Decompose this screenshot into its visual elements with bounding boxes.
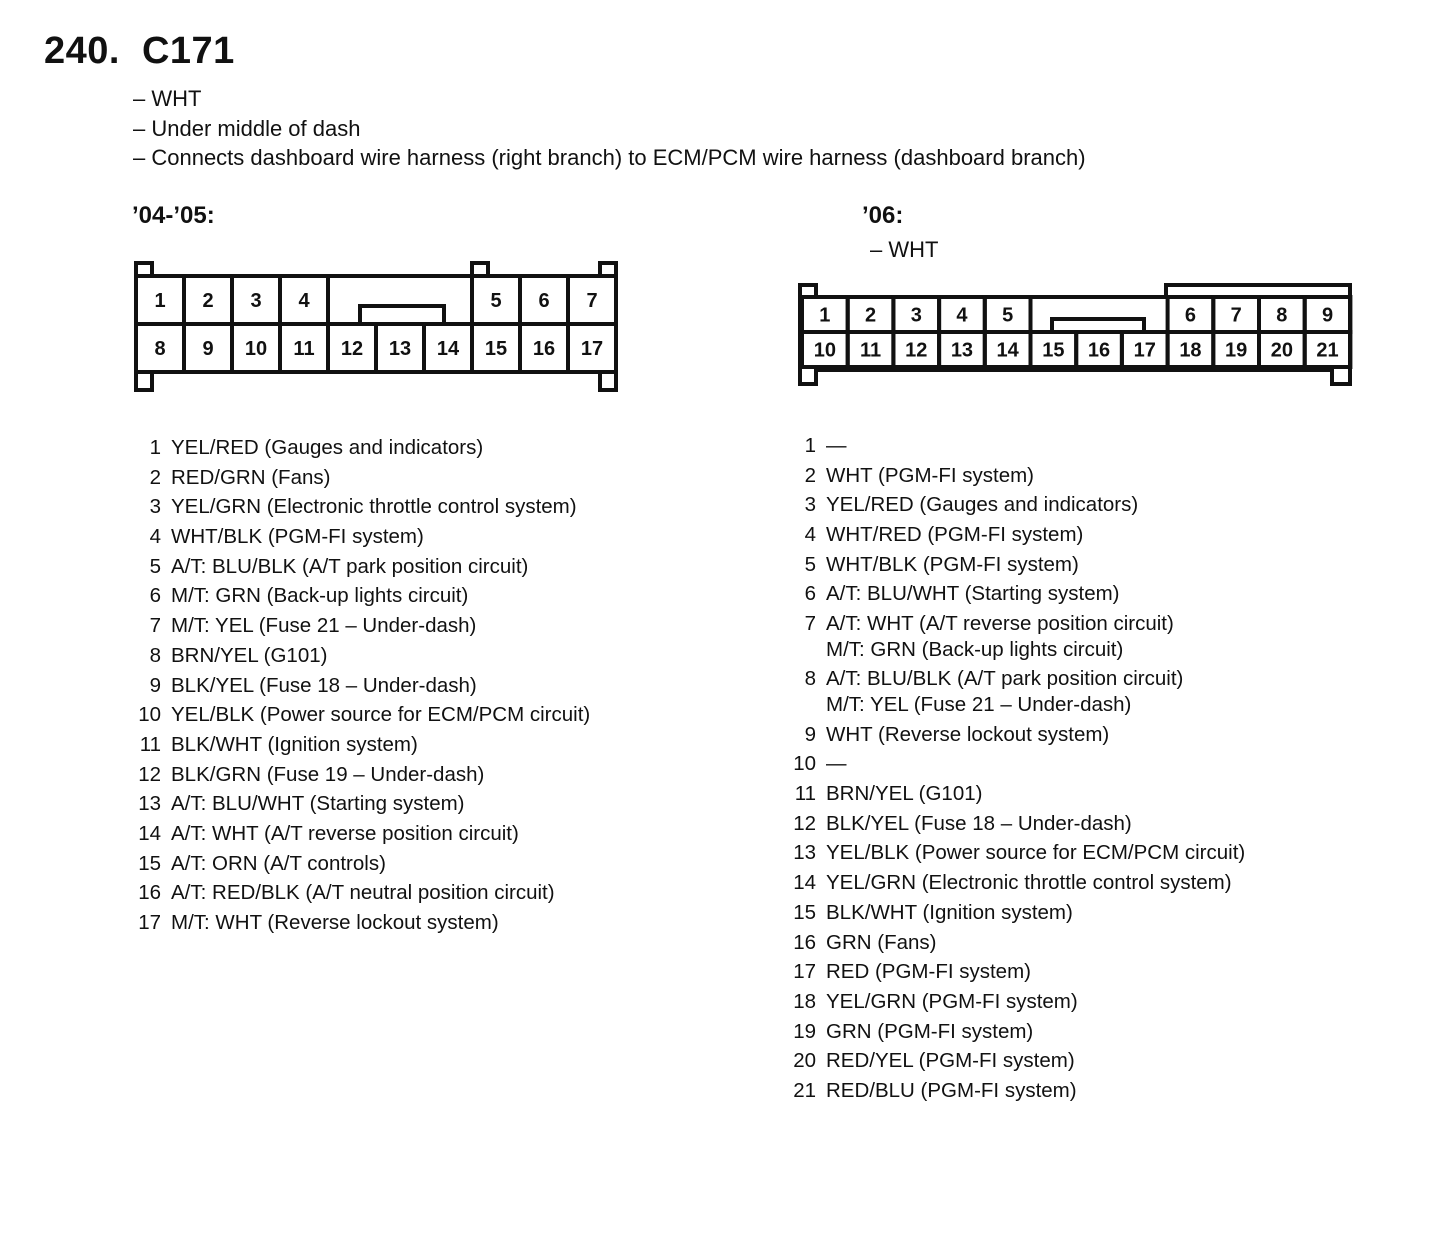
pin-number: 7 — [149, 614, 161, 638]
pin-row-12 — [792, 811, 1245, 841]
pin-description — [161, 671, 477, 701]
pin-description — [816, 581, 1120, 611]
pin-description — [816, 433, 847, 463]
pin-description — [161, 700, 590, 730]
pin-description-line: RED/BLU (PGM-FI system) — [826, 1078, 1077, 1102]
pin-description-line: M/T: GRN (Back-up lights circuit) — [171, 584, 469, 608]
pin-description-line: BLK/WHT (Ignition system) — [171, 732, 418, 756]
pin-number: 3 — [804, 493, 816, 517]
pin-description — [161, 760, 484, 790]
pin-list-06 — [792, 433, 1245, 1108]
pin-number-7: 7 — [1230, 304, 1242, 327]
pin-number-16: 16 — [532, 338, 556, 360]
pin-number: 10 — [793, 752, 816, 776]
pin-number-6: 6 — [1184, 304, 1197, 327]
pin-number-16: 16 — [1087, 339, 1111, 362]
pin-description-line: A/T: BLU/WHT (Starting system) — [171, 792, 465, 816]
pin-number-17: 17 — [580, 338, 604, 360]
pin-description-line: BLK/WHT (Ignition system) — [826, 900, 1073, 924]
pin-description-line: RED (PGM-FI system) — [826, 960, 1031, 984]
pin-description-line: — — [826, 752, 847, 776]
pin-description — [816, 722, 1109, 752]
pin-description-line: WHT/BLK (PGM-FI system) — [171, 525, 424, 549]
connector-code: C171 — [141, 30, 235, 72]
pin-description — [161, 641, 327, 671]
pin-row-20 — [792, 1048, 1245, 1078]
pin-number: 15 — [138, 851, 161, 875]
pin-description — [816, 492, 1138, 522]
pin-description — [816, 1048, 1075, 1078]
pin-row-12 — [133, 760, 590, 790]
pin-row-1 — [133, 433, 590, 463]
pin-row-17 — [133, 908, 590, 938]
pin-description — [161, 463, 330, 493]
pin-number-19: 19 — [1225, 339, 1248, 362]
pin-description — [816, 959, 1031, 989]
pin-description-line: A/T: BLU/WHT (Starting system) — [826, 582, 1120, 606]
pin-description-line: BRN/YEL (G101) — [826, 782, 983, 806]
pin-number-10: 10 — [244, 338, 268, 360]
pin-number: 5 — [804, 552, 816, 576]
pin-description — [161, 849, 386, 879]
pin-description-line: M/T: YEL (Fuse 21 – Under-dash) — [171, 614, 477, 638]
pin-description — [161, 433, 483, 463]
pin-number-11: 11 — [293, 338, 315, 360]
pin-row-19 — [792, 1019, 1245, 1049]
pin-number-8: 8 — [154, 338, 166, 360]
pin-row-13 — [792, 840, 1245, 870]
pin-description — [816, 751, 847, 781]
pin-number-20: 20 — [1270, 339, 1293, 362]
pin-row-8 — [792, 666, 1245, 721]
pin-row-4 — [133, 522, 590, 552]
pin-row-16 — [792, 930, 1245, 960]
pin-description — [816, 900, 1073, 930]
pin-row-13 — [133, 789, 590, 819]
pin-description-line: YEL/GRN (Electronic throttle control system) — [171, 495, 577, 519]
pin-number-5: 5 — [1002, 304, 1014, 327]
pin-number-3: 3 — [910, 304, 922, 327]
pin-description — [161, 522, 424, 552]
pin-description-line: M/T: WHT (Reverse lockout system) — [171, 911, 499, 934]
pin-description — [816, 522, 1083, 552]
pin-number-14: 14 — [996, 339, 1019, 362]
pin-description — [816, 840, 1245, 870]
pin-description — [816, 611, 1174, 666]
pin-number: 21 — [793, 1078, 816, 1102]
pin-row-11 — [792, 781, 1245, 811]
pin-description-line: A/T: WHT (A/T reverse position circuit) — [171, 821, 519, 845]
pin-row-2 — [792, 463, 1245, 493]
pin-number: 16 — [793, 930, 816, 954]
pin-number: 8 — [149, 643, 161, 667]
pin-number-18: 18 — [1179, 339, 1202, 362]
pin-row-2 — [133, 463, 590, 493]
pin-row-8 — [133, 641, 590, 671]
pin-number-21: 21 — [1316, 339, 1339, 362]
pin-description — [816, 666, 1183, 721]
pin-number-1: 1 — [154, 290, 166, 312]
pin-description — [816, 989, 1078, 1019]
pin-description-line: WHT/RED (PGM-FI system) — [826, 523, 1084, 547]
pin-description-line: WHT (PGM-FI system) — [826, 463, 1035, 487]
pin-number: 1 — [804, 434, 816, 457]
pin-description-line: A/T: BLU/BLK (A/T park position circuit) — [826, 667, 1184, 691]
pin-description — [161, 878, 555, 908]
pin-row-10 — [133, 700, 590, 730]
pin-number: 8 — [804, 667, 816, 691]
pin-description-line: YEL/GRN (PGM-FI system) — [826, 989, 1078, 1013]
pin-description-line: A/T: ORN (A/T controls) — [171, 851, 386, 875]
pin-description — [161, 730, 418, 760]
pin-description — [161, 819, 519, 849]
pin-description — [816, 930, 936, 960]
pin-number-3: 3 — [250, 290, 262, 312]
pin-description — [161, 789, 465, 819]
pin-number-13: 13 — [388, 338, 412, 360]
pin-description — [161, 492, 577, 522]
pin-number-15: 15 — [484, 338, 508, 360]
pin-number: 13 — [793, 841, 816, 865]
pin-row-14 — [133, 819, 590, 849]
pin-description-line: BLK/GRN (Fuse 19 – Under-dash) — [171, 762, 485, 786]
pin-description-line: A/T: RED/BLK (A/T neutral position circuit) — [171, 881, 555, 905]
pin-description-line: YEL/RED (Gauges and indicators) — [826, 493, 1139, 517]
pin-number: 12 — [138, 762, 161, 786]
pin-description — [161, 908, 499, 938]
pin-description-line: A/T: WHT (A/T reverse position circuit) — [826, 612, 1174, 636]
pin-row-9 — [133, 671, 590, 701]
pin-description-line: BLK/YEL (Fuse 18 – Under-dash) — [171, 673, 477, 697]
pin-number: 18 — [793, 989, 816, 1013]
pin-number: 7 — [804, 612, 816, 636]
pin-row-3 — [133, 492, 590, 522]
pin-row-14 — [792, 870, 1245, 900]
pin-number-1: 1 — [819, 304, 831, 327]
pin-number: 6 — [149, 584, 161, 608]
note-color: – WHT — [133, 86, 202, 111]
pin-description-line: GRN (PGM-FI system) — [826, 1019, 1034, 1043]
pin-number-14: 14 — [436, 338, 460, 360]
pin-row-5 — [133, 552, 590, 582]
pin-row-5 — [792, 552, 1245, 582]
pin-number: 9 — [804, 722, 816, 746]
pin-number-12: 12 — [905, 339, 928, 362]
pin-description — [161, 552, 528, 582]
pin-description-line: BRN/YEL (G101) — [171, 643, 328, 667]
pin-row-16 — [133, 878, 590, 908]
pin-number: 14 — [793, 871, 816, 895]
section-title-06: ’06: — [862, 202, 904, 229]
pin-number-4: 4 — [956, 304, 968, 327]
pin-description-line: M/T: GRN (Back-up lights circuit) — [826, 637, 1124, 661]
pin-grid — [136, 276, 616, 372]
pin-description-line: — — [826, 434, 847, 457]
pin-number: 17 — [793, 960, 816, 984]
pin-description — [161, 581, 468, 611]
pin-number: 13 — [138, 792, 161, 816]
pin-number: 4 — [804, 523, 816, 547]
pin-description — [161, 611, 476, 641]
pin-number: 19 — [793, 1019, 816, 1043]
pin-number-4: 4 — [298, 290, 310, 312]
pin-number: 1 — [149, 436, 161, 459]
pin-number: 2 — [804, 463, 816, 487]
pin-row-6 — [792, 581, 1245, 611]
pin-number-15: 15 — [1042, 339, 1065, 362]
pin-description — [816, 811, 1132, 841]
pin-description-line: YEL/BLK (Power source for ECM/PCM circuit) — [171, 703, 591, 727]
pin-description-line: RED/YEL (PGM-FI system) — [826, 1049, 1075, 1073]
pin-number-7: 7 — [586, 290, 598, 312]
pin-description-line: YEL/BLK (Power source for ECM/PCM circuit) — [826, 841, 1246, 865]
pin-list-04-05 — [133, 433, 590, 938]
pin-description — [816, 463, 1034, 493]
pin-number: 3 — [149, 495, 161, 519]
note-location: – Under middle of dash — [133, 115, 361, 141]
pin-row-3 — [792, 492, 1245, 522]
pin-description-line: YEL/RED (Gauges and indicators) — [171, 436, 484, 459]
pin-number: 11 — [139, 732, 161, 756]
pin-number: 11 — [794, 782, 816, 806]
pin-description — [816, 781, 982, 811]
pin-number-2: 2 — [864, 304, 877, 327]
pin-row-9 — [792, 722, 1245, 752]
pin-number: 9 — [149, 673, 161, 697]
pin-description — [816, 870, 1232, 900]
pin-description — [816, 552, 1079, 582]
pin-row-6 — [133, 581, 590, 611]
pin-number-5: 5 — [490, 290, 502, 312]
pin-number: 4 — [149, 525, 161, 549]
pin-number: 14 — [138, 821, 161, 845]
pin-number: 12 — [793, 811, 816, 835]
pin-description-line: YEL/GRN (Electronic throttle control system) — [826, 871, 1232, 895]
pin-number-17: 17 — [1133, 339, 1156, 362]
pin-row-17 — [792, 959, 1245, 989]
pin-description-line: WHT (Reverse lockout system) — [826, 722, 1110, 746]
pin-description-line: BLK/YEL (Fuse 18 – Under-dash) — [826, 811, 1132, 835]
pin-number: 16 — [138, 881, 161, 905]
pin-number: 2 — [149, 465, 161, 489]
pin-number: 6 — [804, 582, 816, 606]
pin-number: 5 — [149, 554, 161, 578]
pin-row-10 — [792, 751, 1245, 781]
pin-number: 15 — [793, 900, 816, 924]
pin-row-21 — [792, 1078, 1245, 1108]
pin-description-line: M/T: YEL (Fuse 21 – Under-dash) — [826, 692, 1132, 716]
pin-number: 10 — [138, 703, 161, 727]
connector-key — [360, 306, 444, 324]
pin-description-line: GRN (Fans) — [826, 930, 937, 954]
pin-number-6: 6 — [538, 290, 550, 312]
pin-row-7 — [133, 611, 590, 641]
pin-description-line: A/T: BLU/BLK (A/T park position circuit) — [171, 554, 529, 578]
pin-number-9: 9 — [202, 338, 214, 360]
pin-row-15 — [792, 900, 1245, 930]
pin-number-9: 9 — [1321, 304, 1334, 327]
note-connects: – Connects dashboard wire harness (right branch) to ECM/PCM wire harness (dashboard branch) — [133, 145, 1086, 170]
pin-description — [816, 1019, 1033, 1049]
pin-row-1 — [792, 433, 1245, 463]
pin-row-7 — [792, 611, 1245, 666]
connector-number: 240. — [44, 30, 120, 72]
pin-number-8: 8 — [1276, 304, 1288, 327]
pin-row-15 — [133, 849, 590, 879]
pin-number: 20 — [793, 1049, 816, 1073]
pin-description-line: RED/GRN (Fans) — [171, 465, 331, 489]
pin-row-18 — [792, 989, 1245, 1019]
pin-description — [816, 1078, 1077, 1108]
pin-row-11 — [133, 730, 590, 760]
pin-number-2: 2 — [202, 290, 214, 312]
pin-number-12: 12 — [340, 338, 364, 360]
pin-number-10: 10 — [813, 339, 836, 362]
section-title-04-05: ’04-’05: — [132, 202, 215, 229]
pin-number-11: 11 — [859, 339, 882, 362]
pin-number-13: 13 — [950, 339, 974, 362]
pin-description-line: WHT/BLK (PGM-FI system) — [826, 552, 1079, 576]
pin-row-4 — [792, 522, 1245, 552]
section-note-06: – WHT — [870, 237, 939, 262]
pin-number: 17 — [138, 911, 161, 934]
